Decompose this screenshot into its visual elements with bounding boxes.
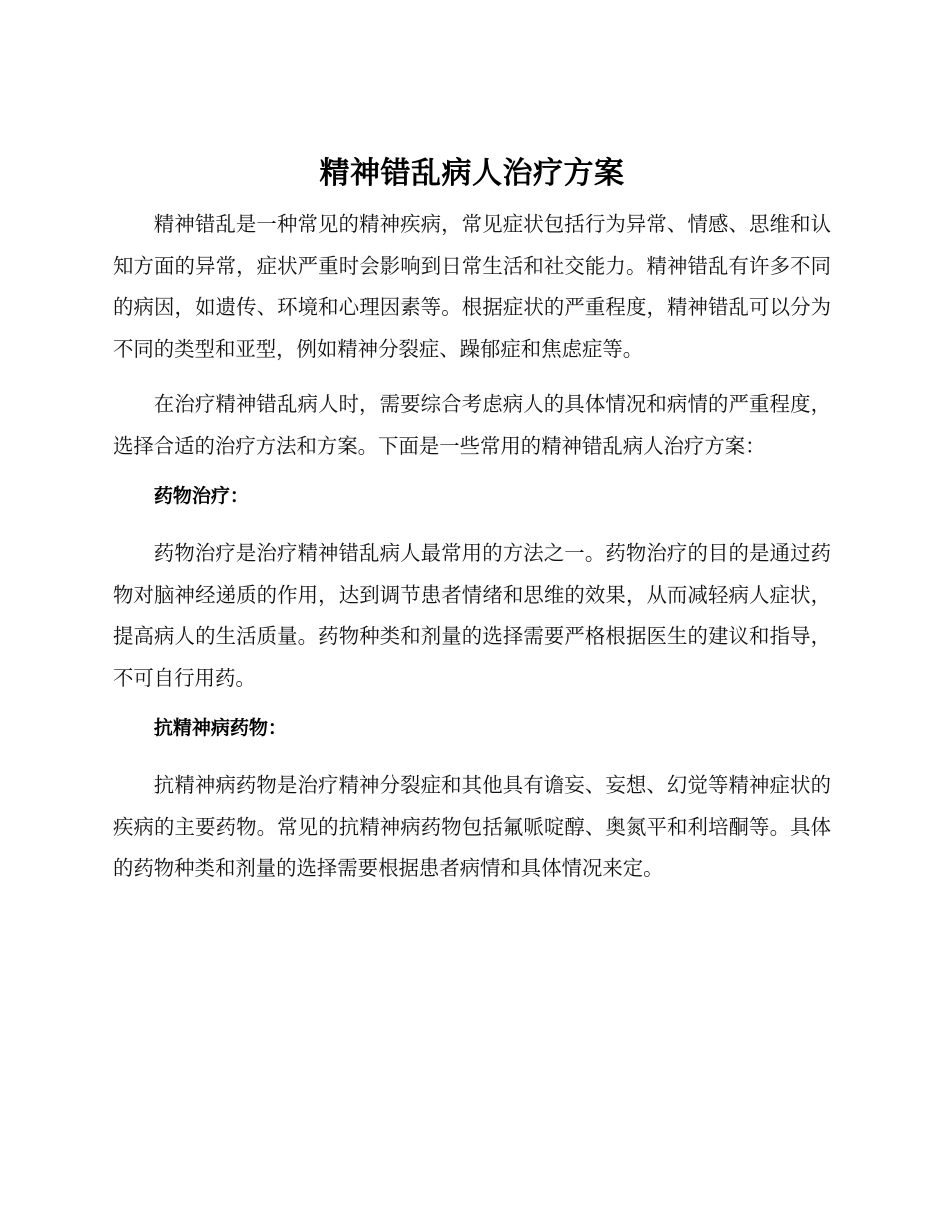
document-title: 精神错乱病人治疗方案 [319, 156, 625, 191]
section-body-antipsychotics: 抗精神病药物是治疗精神分裂症和其他具有谵妄、妄想、幻觉等精神症状的疾病的主要药物。常见的抗精神病药物包括氟哌啶醇、奥氮平和利培酮等。具体的药物种类和剂量的选择需要根据患者病情和具体情况来定。 [113, 773, 831, 880]
intro-paragraph: 精神错乱是一种常见的精神疾病，常见症状包括行为异常、情感、思维和认知方面的异常，症状严重时会影响到日常生活和社交能力。精神错乱有许多不同的病因，如遗传、环境和心理因素等。根据症状的严重程度，精神错乱可以分为不同的类型和亚型，例如精神分裂症、躁郁症和焦虑症等。 [113, 212, 831, 361]
treatment-overview-paragraph: 在治疗精神错乱病人时，需要综合考虑病人的具体情况和病情的严重程度，选择合适的治疗方法和方案。下面是一些常用的精神错乱病人治疗方案： [113, 392, 831, 458]
section-heading-medication: 药物治疗： [153, 485, 249, 507]
document-page [113, 148, 831, 904]
section-heading-antipsychotics: 抗精神病药物： [153, 717, 287, 739]
section-body-medication: 药物治疗是治疗精神错乱病人最常用的方法之一。药物治疗的目的是通过药物对脑神经递质的作用，达到调节患者情绪和思维的效果，从而减轻病人症状，提高病人的生活质量。药物种类和剂量的选择需要严格根据医生的建议和指导，不可自行用药。 [113, 541, 831, 690]
